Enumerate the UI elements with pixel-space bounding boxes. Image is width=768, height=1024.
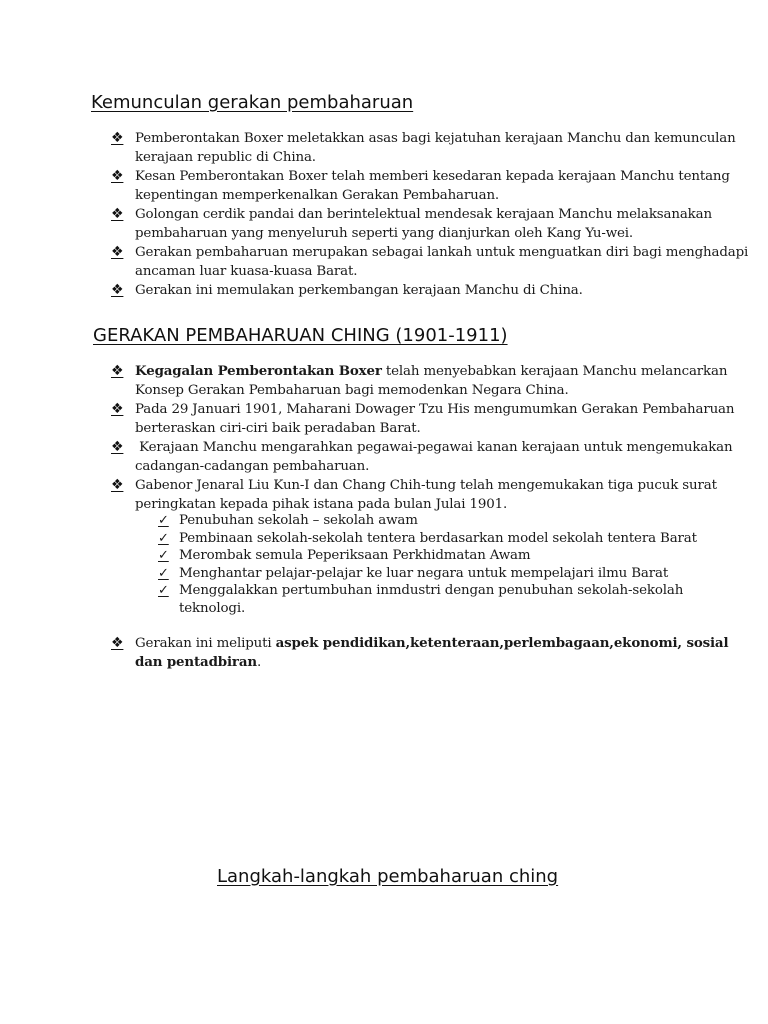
check-mark-icon: ✓ [158, 530, 169, 546]
list-item-text: Gabenor Jenaral Liu Kun-I dan Chang Chih-tung telah mengemukakan tiga pucuk surat peringkatan kepada pihak istana pada bulan Julai 1901. [135, 478, 717, 512]
diamond-bullet-icon: ❖ [111, 401, 124, 417]
check-item [158, 530, 718, 548]
section-heading-langkah [217, 866, 558, 887]
list-item [111, 476, 751, 514]
heading-text: GERAKAN PEMBAHARUAN CHING (1901-1911) [93, 325, 508, 346]
check-item [158, 565, 718, 583]
section-heading-kemunculan [91, 92, 413, 113]
diamond-bullet-icon: ❖ [111, 477, 124, 493]
body-text-end: . [256, 655, 262, 670]
check-mark-icon: ✓ [158, 513, 169, 528]
list-item-text [135, 634, 751, 672]
bullet-list-kemunculan [111, 129, 751, 300]
diamond-bullet-icon: ❖ [111, 244, 124, 260]
diamond-bullet-icon: ❖ [111, 363, 124, 379]
list-item [111, 129, 751, 167]
list-item-text [135, 362, 751, 400]
diamond-bullet-icon: ❖ [111, 635, 124, 651]
check-item-text: Merombak semula Peperiksaan Perkhidmatan Awam [179, 548, 531, 563]
list-item-text: Kerajaan Manchu mengarahkan pegawai-pegawai kanan kerajaan untuk mengemukakan cadangan-cadangan pembaharuan. [135, 440, 737, 474]
diamond-bullet-icon: ❖ [111, 168, 124, 184]
section-heading-gerakan-ching [93, 325, 508, 346]
list-item-text: Kesan Pemberontakan Boxer telah memberi kesedaran kepada kerajaan Manchu tentang kepentingan memperkenalkan Gerakan Pembaharuan. [135, 169, 730, 203]
list-item [111, 205, 751, 243]
check-list-recommendations [158, 512, 718, 617]
check-item [158, 547, 718, 565]
list-item [111, 400, 751, 438]
check-item-text: Menggalakkan pertumbuhan inmdustri dengan penubuhan sekolah-sekolah teknologi. [179, 583, 684, 616]
check-mark-icon: ✓ [158, 565, 169, 581]
check-item-text: Menghantar pelajar-pelajar ke luar negara untuk mempelajari ilmu Barat [179, 565, 669, 581]
diamond-bullet-icon: ❖ [111, 282, 124, 298]
heading-text: Kemunculan gerakan pembaharuan [91, 92, 414, 113]
list-item [111, 167, 751, 205]
check-item-text: Pembinaan sekolah-sekolah tentera berdasarkan model sekolah tentera Barat [179, 530, 697, 546]
heading-text: Langkah-langkah pembaharuan ching [217, 866, 559, 887]
check-mark-icon: ✓ [158, 583, 169, 598]
check-item [158, 512, 718, 530]
list-item [111, 438, 751, 476]
bullet-list-aspects [111, 634, 751, 672]
body-text: Gerakan ini meliputi [135, 636, 276, 651]
diamond-bullet-icon: ❖ [111, 439, 124, 455]
check-item [158, 582, 718, 617]
emphasis-text: aspek pendidikan,ketenteraan,perlembagaan,ekonomi, sosial dan pentadbiran [135, 635, 729, 670]
list-item-text: Pada 29 Januari 1901, Maharani Dowager Tzu His mengumumkan Gerakan Pembaharuan berteraskan ciri-ciri baik peradaban Barat. [135, 402, 735, 436]
list-item [111, 634, 751, 672]
list-item-text: Gerakan pembaharuan merupakan sebagai lankah untuk menguatkan diri bagi menghadapi ancaman luar kuasa-kuasa Barat. [135, 245, 749, 279]
bullet-list-gerakan-ching [111, 362, 751, 514]
check-item-text: Penubuhan sekolah – sekolah awam [179, 513, 418, 528]
diamond-bullet-icon: ❖ [111, 130, 124, 146]
diamond-bullet-icon: ❖ [111, 206, 124, 222]
list-item [111, 362, 751, 400]
body-text: telah menyebabkan kerajaan Manchu melancarkan Konsep Gerakan Pembaharuan bagi memodenkan Negara China. [135, 364, 728, 398]
list-item-text: Gerakan ini memulakan perkembangan kerajaan Manchu di China. [135, 283, 583, 298]
list-item-text: Golongan cerdik pandai dan berintelektual mendesak kerajaan Manchu melaksanakan pembaharuan yang menyeluruh seperti yang dianjurkan oleh Kang Yu-wei. [135, 207, 712, 241]
list-item [111, 281, 751, 300]
list-item [111, 243, 751, 281]
emphasis-text: Kegagalan Pemberontakan Boxer [135, 363, 382, 379]
list-item-text: Pemberontakan Boxer meletakkan asas bagi kejatuhan kerajaan Manchu dan kemunculan kerajaan republic di China. [135, 131, 736, 165]
check-mark-icon: ✓ [158, 548, 169, 563]
